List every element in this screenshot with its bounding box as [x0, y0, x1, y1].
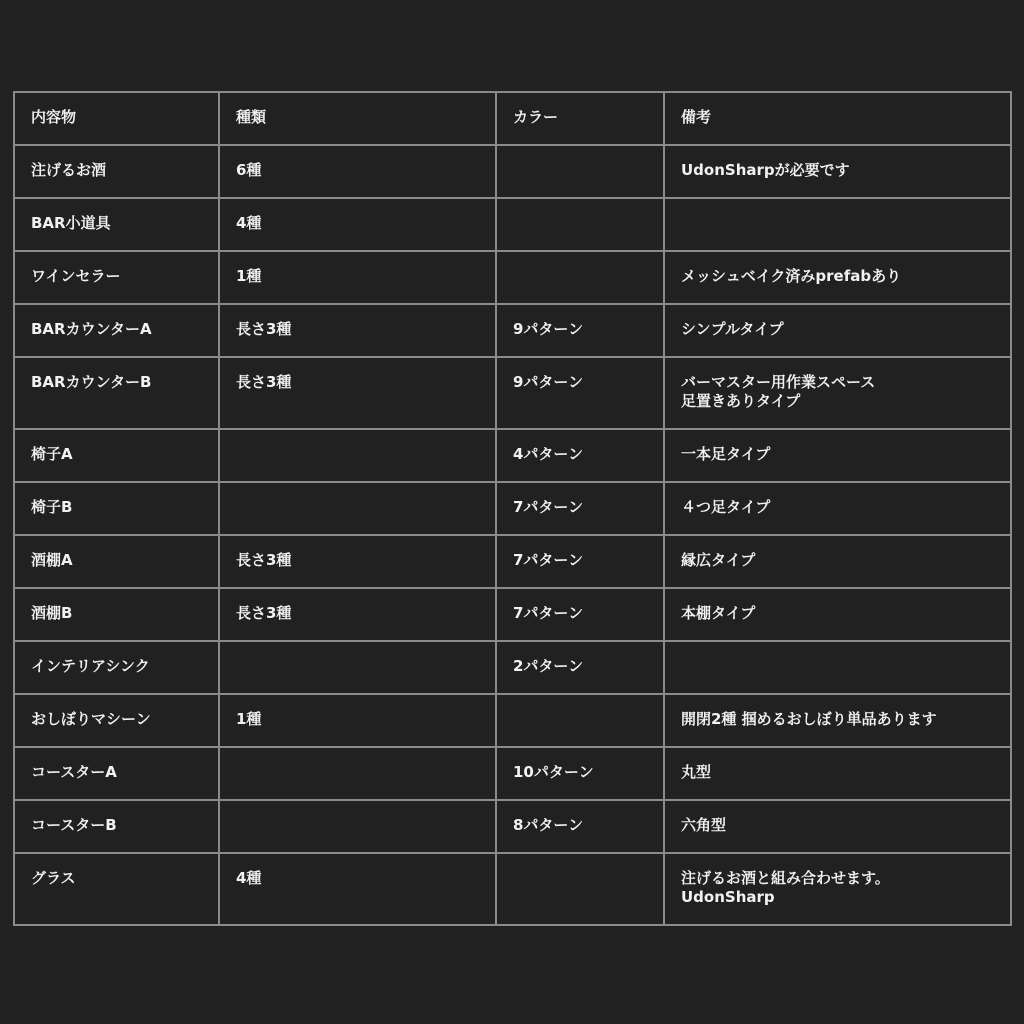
- cell-type: [219, 641, 496, 694]
- cell-notes: シンプルタイプ: [664, 304, 1011, 357]
- cell-notes: 丸型: [664, 747, 1011, 800]
- table-row: [14, 641, 1011, 694]
- cell-type: 1種: [219, 251, 496, 304]
- header-contents: 内容物: [14, 92, 219, 145]
- cell-color: 9パターン: [496, 357, 664, 429]
- cell-notes: 縁広タイプ: [664, 535, 1011, 588]
- table-row: [14, 429, 1011, 482]
- cell-contents: 椅子A: [14, 429, 219, 482]
- cell-type: 1種: [219, 694, 496, 747]
- table-row: [14, 800, 1011, 853]
- table-row: [14, 853, 1011, 925]
- cell-notes: 開閉2種 掴めるおしぼり単品あります: [664, 694, 1011, 747]
- cell-color: 7パターン: [496, 535, 664, 588]
- cell-notes: 一本足タイプ: [664, 429, 1011, 482]
- cell-type: 長さ3種: [219, 357, 496, 429]
- cell-type: 長さ3種: [219, 588, 496, 641]
- table-header-row: [14, 92, 1011, 145]
- cell-color: 7パターン: [496, 588, 664, 641]
- cell-color: 10パターン: [496, 747, 664, 800]
- table-row: [14, 482, 1011, 535]
- cell-color: 9パターン: [496, 304, 664, 357]
- header-notes: 備考: [664, 92, 1011, 145]
- header-type: 種類: [219, 92, 496, 145]
- table-row: [14, 251, 1011, 304]
- cell-type: [219, 747, 496, 800]
- table-row: [14, 535, 1011, 588]
- cell-color: 2パターン: [496, 641, 664, 694]
- cell-contents: BARカウンターB: [14, 357, 219, 429]
- cell-type: 4種: [219, 198, 496, 251]
- cell-notes: ４つ足タイプ: [664, 482, 1011, 535]
- table-row: [14, 747, 1011, 800]
- cell-color: 8パターン: [496, 800, 664, 853]
- cell-type: 6種: [219, 145, 496, 198]
- cell-type: [219, 429, 496, 482]
- cell-notes: 本棚タイプ: [664, 588, 1011, 641]
- cell-notes: [664, 641, 1011, 694]
- cell-contents: BARカウンターA: [14, 304, 219, 357]
- cell-color: [496, 145, 664, 198]
- cell-contents: グラス: [14, 853, 219, 925]
- cell-notes: 注げるお酒と組み合わせます。 UdonSharp: [664, 853, 1011, 925]
- cell-type: [219, 482, 496, 535]
- cell-type: 長さ3種: [219, 535, 496, 588]
- contents-table: [13, 91, 1012, 926]
- cell-color: 4パターン: [496, 429, 664, 482]
- table-row: [14, 198, 1011, 251]
- cell-contents: 注げるお酒: [14, 145, 219, 198]
- cell-notes: 六角型: [664, 800, 1011, 853]
- cell-contents: インテリアシンク: [14, 641, 219, 694]
- header-color: カラー: [496, 92, 664, 145]
- cell-notes: UdonSharpが必要です: [664, 145, 1011, 198]
- cell-notes: メッシュベイク済みprefabあり: [664, 251, 1011, 304]
- cell-color: [496, 251, 664, 304]
- cell-contents: コースターA: [14, 747, 219, 800]
- cell-color: 7パターン: [496, 482, 664, 535]
- cell-contents: おしぼりマシーン: [14, 694, 219, 747]
- cell-contents: 椅子B: [14, 482, 219, 535]
- table-row: [14, 304, 1011, 357]
- cell-color: [496, 694, 664, 747]
- cell-type: 長さ3種: [219, 304, 496, 357]
- cell-type: 4種: [219, 853, 496, 925]
- cell-contents: ワインセラー: [14, 251, 219, 304]
- cell-notes: バーマスター用作業スペース 足置きありタイプ: [664, 357, 1011, 429]
- cell-type: [219, 800, 496, 853]
- table-row: [14, 694, 1011, 747]
- cell-contents: BAR小道具: [14, 198, 219, 251]
- cell-notes: [664, 198, 1011, 251]
- table-row: [14, 588, 1011, 641]
- cell-contents: コースターB: [14, 800, 219, 853]
- cell-color: [496, 853, 664, 925]
- cell-contents: 酒棚B: [14, 588, 219, 641]
- cell-contents: 酒棚A: [14, 535, 219, 588]
- cell-color: [496, 198, 664, 251]
- table-row: [14, 145, 1011, 198]
- table-row: [14, 357, 1011, 429]
